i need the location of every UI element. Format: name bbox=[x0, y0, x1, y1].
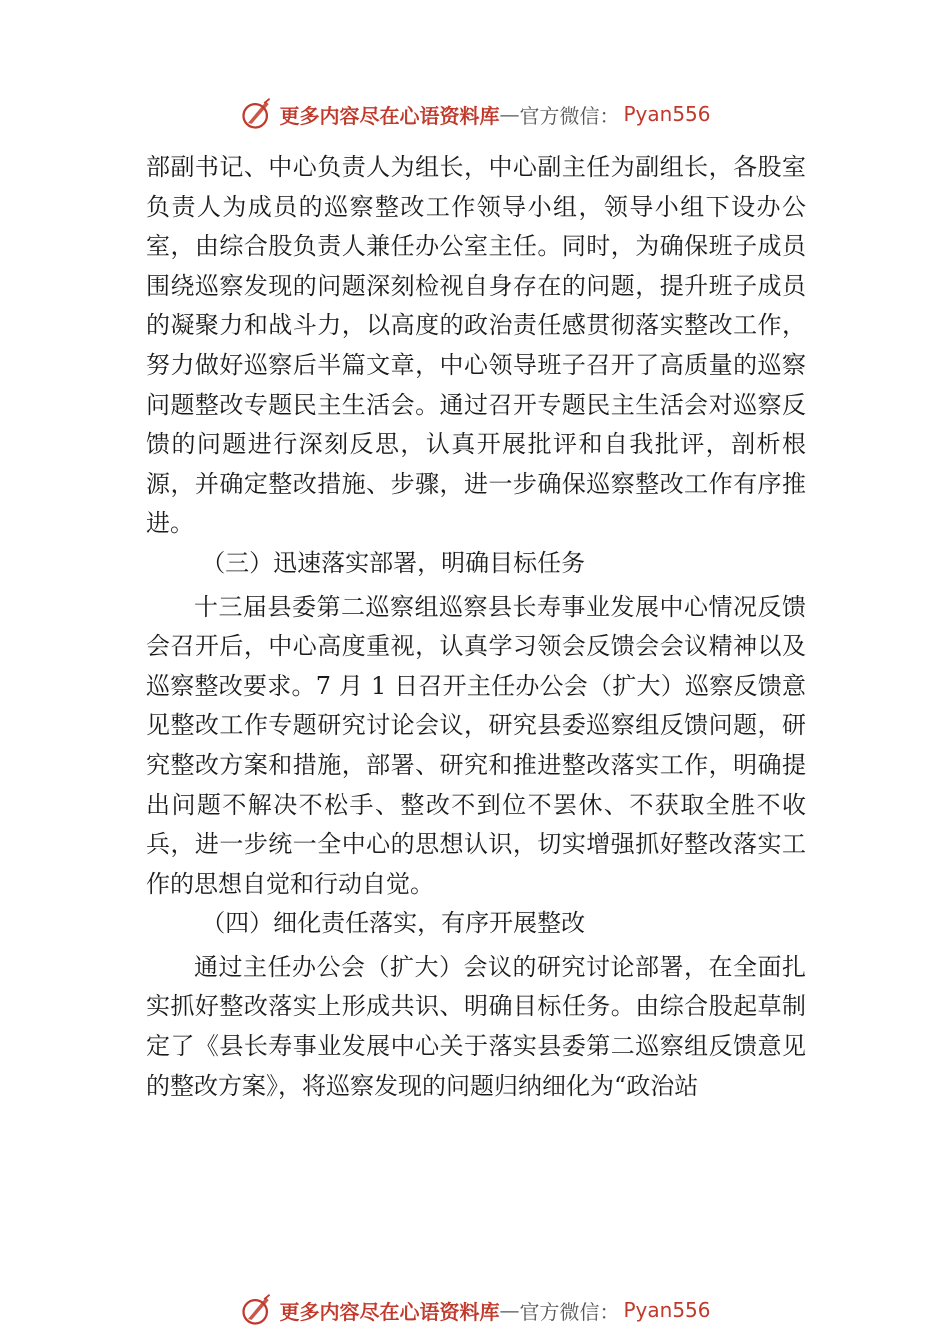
feather-pen-logo-icon bbox=[239, 96, 275, 132]
banner-separator: — bbox=[499, 1298, 520, 1322]
site-name: 更多内容尽在心语资料库 bbox=[279, 1299, 500, 1324]
paragraph-section-three: 十三届县委第二巡察组巡察县长寿事业发展中心情况反馈会召开后，中心高度重视，认真学习领会反馈会会议精神以及巡察整改要求。7 月 1 日召开主任办公会（扩大）巡察反馈意见整改工作专题研究讨论会议，研究县委巡察组反馈问题，研究整改方案和措施，部署、研究和推进整改落实工作，明确提出问题不解决不松手、整改不到位不罢休、不获取全胜不收兵，进一步统一全中心的思想认识，切实增强抓好整改落实工作的思想自觉和行动自觉。 bbox=[146, 592, 806, 898]
banner-separator: — bbox=[499, 102, 520, 126]
wechat-id: Pyan556 bbox=[623, 102, 711, 126]
wechat-id: Pyan556 bbox=[623, 1298, 711, 1322]
paragraph-continued: 部副书记、中心负责人为组长，中心副主任为副组长，各股室负责人为成员的巡察整改工作领导小组，领导小组下设办公室，由综合股负责人兼任办公室主任。同时，为确保班子成员围绕巡察发现的问题深刻检视自身存在的问题，提升班子成员的凝聚力和战斗力，以高度的政治责任感贯彻落实整改工作，努力做好巡察后半篇文章，中心领导班子召开了高质量的巡察问题整改专题民主生活会。通过召开专题民主生活会对巡察反馈的问题进行深刻反思，认真开展批评和自我批评，剖析根源，并确定整改措施、步骤，进一步确保巡察整改工作有序推进。 bbox=[146, 153, 806, 538]
document-body bbox=[146, 148, 806, 1106]
site-name: 更多内容尽在心语资料库 bbox=[279, 103, 500, 128]
wechat-label: 官方微信： bbox=[519, 103, 620, 128]
feather-pen-logo-icon bbox=[239, 1292, 275, 1328]
wechat-label: 官方微信： bbox=[519, 1299, 620, 1324]
header-banner bbox=[0, 92, 950, 136]
section-heading-three: （三）迅速落实部署，明确目标任务 bbox=[201, 548, 586, 577]
footer-banner bbox=[0, 1288, 950, 1332]
section-heading-four: （四）细化责任落实，有序开展整改 bbox=[201, 909, 586, 938]
paragraph-section-four: 通过主任办公会（扩大）会议的研究讨论部署，在全面扎实抓好整改落实上形成共识、明确目标任务。由综合股起草制定了《县长寿事业发展中心关于落实县委第二巡察组反馈意见的整改方案》，将巡察发现的问题归纳细化为“政治站 bbox=[146, 952, 806, 1100]
